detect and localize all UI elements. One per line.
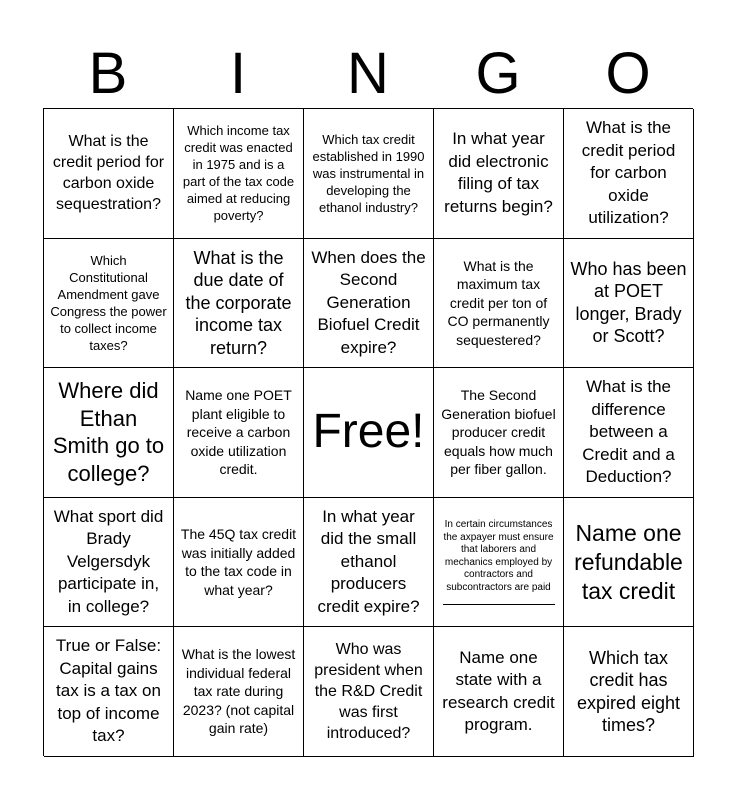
header-letter-n: N — [347, 41, 389, 106]
cell-text: What is the credit period for carbon oxide utilization? — [581, 118, 676, 228]
bingo-cell-r1c4[interactable] — [434, 109, 564, 239]
bingo-cell-r5c4[interactable] — [434, 627, 564, 757]
cell-text: Name one POET plant eligible to receive a carbon oxide utilization credit. — [185, 387, 292, 478]
cell-text: Who was president when the R&D Credit was first introduced? — [314, 641, 423, 743]
cell-text: What is the lowest individual federal tax rate during 2023? (not capital gain rate) — [181, 646, 296, 737]
bingo-cell-r5c1[interactable] — [44, 627, 174, 757]
bingo-cell-r2c5[interactable] — [564, 239, 694, 369]
bingo-cell-r5c3[interactable] — [304, 627, 434, 757]
cell-text: Which tax credit established in 1990 was instrumental in developing the ethanol industry? — [312, 131, 425, 215]
bingo-board — [43, 108, 693, 756]
cell-content — [440, 519, 557, 605]
cell-text: True or False: Capital gains tax is a tax on top of income tax? — [55, 636, 162, 746]
bingo-header — [43, 40, 693, 108]
bingo-cell-r3c4[interactable] — [434, 368, 564, 498]
cell-text: Where did Ethan Smith go to college? — [52, 378, 165, 486]
bingo-cell-r4c1[interactable] — [44, 498, 174, 628]
cell-text: What sport did Brady Velgersdyk participate in, in college? — [53, 506, 164, 616]
bingo-cell-r4c5[interactable] — [564, 498, 694, 628]
bingo-cell-r3c2[interactable] — [174, 368, 304, 498]
cell-text: The 45Q tax credit was initially added to the tax code in what year? — [180, 526, 297, 598]
bingo-cell-r2c4[interactable] — [434, 239, 564, 369]
bingo-cell-r1c1[interactable] — [44, 109, 174, 239]
cell-text: Who has been at POET longer, Brady or Scott? — [570, 258, 687, 347]
bingo-cell-r4c3[interactable] — [304, 498, 434, 628]
bingo-cell-r1c2[interactable] — [174, 109, 304, 239]
cell-text: In what year did the small ethanol producers credit expire? — [317, 506, 420, 616]
bingo-cell-r4c2[interactable] — [174, 498, 304, 628]
header-letter-o: O — [605, 41, 651, 106]
bingo-cell-r2c2[interactable] — [174, 239, 304, 369]
blank-line — [443, 604, 555, 605]
cell-text: What is the credit period for carbon oxide sequestration? — [52, 133, 165, 214]
bingo-cell-r2c3[interactable] — [304, 239, 434, 369]
bingo-cell-r5c5[interactable] — [564, 627, 694, 757]
bingo-cell-r3c1[interactable] — [44, 368, 174, 498]
cell-text: Name one refundable tax credit — [574, 519, 683, 604]
bingo-cell-r5c2[interactable] — [174, 627, 304, 757]
bingo-cell-r1c5[interactable] — [564, 109, 694, 239]
bingo-cell-r4c4[interactable] — [434, 498, 564, 628]
cell-text: In certain circumstances the axpayer must ensure that laborers and mechanics employed by contractors and subcontractors are paid — [443, 519, 554, 593]
cell-text: In what year did electronic filing of tax returns begin? — [444, 129, 553, 216]
cell-text: What is the maximum tax credit per ton of CO permanently sequestered? — [447, 257, 550, 348]
free-space-text: Free! — [312, 405, 425, 459]
cell-text: Which Constitutional Amendment gave Congress the power to collect income taxes? — [50, 252, 167, 353]
header-letter-i: I — [229, 41, 247, 106]
bingo-free-space[interactable] — [304, 368, 434, 498]
cell-text: What is the due date of the corporate income tax return? — [185, 247, 292, 358]
bingo-cell-r3c5[interactable] — [564, 368, 694, 498]
cell-text: The Second Generation biofuel producer credit equals how much per fiber gallon. — [441, 387, 556, 478]
bingo-cell-r1c3[interactable] — [304, 109, 434, 239]
cell-text: When does the Second Generation Biofuel Credit expire? — [311, 247, 426, 357]
cell-text: Name one state with a research credit program. — [442, 647, 555, 735]
cell-text: Which tax credit has expired eight times? — [576, 647, 681, 736]
header-letter-b: B — [88, 41, 128, 106]
header-letter-g: G — [475, 41, 521, 106]
cell-text: Which income tax credit was enacted in 1975 and is a part of the tax code aimed at reducing poverty? — [182, 123, 295, 224]
bingo-cell-r2c1[interactable] — [44, 239, 174, 369]
cell-text: What is the difference between a Credit and a Deduction? — [582, 377, 675, 487]
